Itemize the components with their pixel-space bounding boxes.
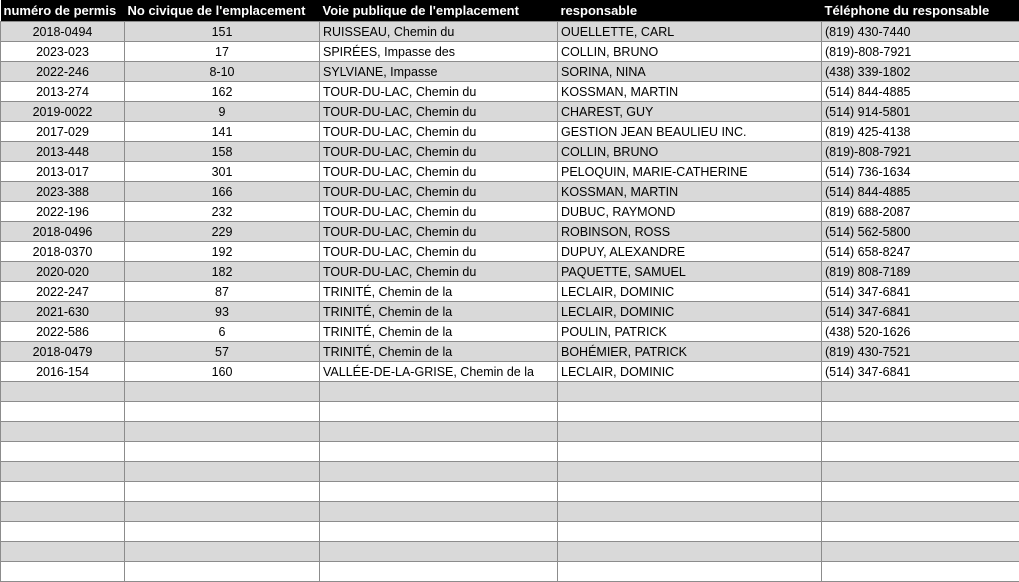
cell-permis[interactable]: 2018-0494 <box>1 22 125 42</box>
cell-civique[interactable]: 192 <box>125 242 320 262</box>
cell-permis[interactable] <box>1 482 125 502</box>
cell-permis[interactable]: 2013-274 <box>1 82 125 102</box>
cell-voie[interactable] <box>320 382 558 402</box>
cell-responsable[interactable] <box>558 562 822 582</box>
cell-voie[interactable] <box>320 542 558 562</box>
cell-civique[interactable]: 17 <box>125 42 320 62</box>
cell-telephone[interactable]: (514) 562-5800 <box>822 222 1019 242</box>
cell-civique[interactable]: 8-10 <box>125 62 320 82</box>
cell-telephone[interactable] <box>822 422 1019 442</box>
cell-permis[interactable]: 2023-388 <box>1 182 125 202</box>
cell-responsable[interactable] <box>558 482 822 502</box>
cell-permis[interactable]: 2020-020 <box>1 262 125 282</box>
cell-civique[interactable] <box>125 482 320 502</box>
cell-responsable[interactable]: BOHÉMIER, PATRICK <box>558 342 822 362</box>
cell-permis[interactable]: 2021-630 <box>1 302 125 322</box>
cell-permis[interactable]: 2023-023 <box>1 42 125 62</box>
cell-permis[interactable] <box>1 542 125 562</box>
table-body <box>1 22 1019 582</box>
cell-civique[interactable]: 166 <box>125 182 320 202</box>
cell-voie[interactable]: VALLÉE-DE-LA-GRISE, Chemin de la <box>320 362 558 382</box>
cell-civique[interactable]: 6 <box>125 322 320 342</box>
cell-civique[interactable]: 9 <box>125 102 320 122</box>
cell-responsable[interactable]: GESTION JEAN BEAULIEU INC. <box>558 122 822 142</box>
cell-permis[interactable] <box>1 422 125 442</box>
cell-civique[interactable] <box>125 522 320 542</box>
cell-telephone[interactable]: (438) 520-1626 <box>822 322 1019 342</box>
table-row <box>1 162 1019 182</box>
table-row <box>1 62 1019 82</box>
table-row <box>1 282 1019 302</box>
cell-permis[interactable] <box>1 502 125 522</box>
cell-permis[interactable]: 2018-0370 <box>1 242 125 262</box>
table-row <box>1 442 1019 462</box>
cell-telephone[interactable] <box>822 442 1019 462</box>
cell-permis[interactable]: 2018-0479 <box>1 342 125 362</box>
cell-responsable[interactable]: LECLAIR, DOMINIC <box>558 362 822 382</box>
cell-responsable[interactable] <box>558 522 822 542</box>
cell-telephone[interactable]: (819) 688-2087 <box>822 202 1019 222</box>
table-row <box>1 222 1019 242</box>
cell-voie[interactable] <box>320 562 558 582</box>
cell-responsable[interactable] <box>558 542 822 562</box>
cell-civique[interactable]: 93 <box>125 302 320 322</box>
cell-voie[interactable] <box>320 422 558 442</box>
cell-civique[interactable]: 151 <box>125 22 320 42</box>
cell-civique[interactable]: 87 <box>125 282 320 302</box>
cell-voie[interactable]: TOUR-DU-LAC, Chemin du <box>320 222 558 242</box>
header-voie[interactable]: Voie publique de l'emplacement <box>320 0 558 22</box>
cell-voie[interactable]: TRINITÉ, Chemin de la <box>320 342 558 362</box>
table-row <box>1 342 1019 362</box>
cell-telephone[interactable]: (819) 430-7521 <box>822 342 1019 362</box>
cell-permis[interactable]: 2022-246 <box>1 62 125 82</box>
cell-civique[interactable]: 162 <box>125 82 320 102</box>
table-row <box>1 242 1019 262</box>
cell-voie[interactable]: TOUR-DU-LAC, Chemin du <box>320 242 558 262</box>
cell-voie[interactable]: SYLVIANE, Impasse <box>320 62 558 82</box>
cell-civique[interactable]: 229 <box>125 222 320 242</box>
table-row <box>1 362 1019 382</box>
table-row <box>1 42 1019 62</box>
cell-permis[interactable]: 2022-196 <box>1 202 125 222</box>
cell-voie[interactable] <box>320 482 558 502</box>
cell-voie[interactable] <box>320 462 558 482</box>
cell-responsable[interactable] <box>558 442 822 462</box>
cell-responsable[interactable]: OUELLETTE, CARL <box>558 22 822 42</box>
cell-telephone[interactable]: (514) 736-1634 <box>822 162 1019 182</box>
cell-responsable[interactable] <box>558 382 822 402</box>
cell-telephone[interactable] <box>822 462 1019 482</box>
cell-civique[interactable]: 158 <box>125 142 320 162</box>
cell-voie[interactable]: TOUR-DU-LAC, Chemin du <box>320 82 558 102</box>
cell-permis[interactable]: 2022-247 <box>1 282 125 302</box>
table-row <box>1 322 1019 342</box>
table-row <box>1 182 1019 202</box>
header-responsable[interactable]: responsable <box>558 0 822 22</box>
cell-telephone[interactable]: (819)-808-7921 <box>822 142 1019 162</box>
cell-permis[interactable] <box>1 462 125 482</box>
table-row <box>1 82 1019 102</box>
table-row <box>1 142 1019 162</box>
table-header <box>1 0 1019 22</box>
table-row <box>1 122 1019 142</box>
table-row <box>1 262 1019 282</box>
cell-responsable[interactable] <box>558 462 822 482</box>
cell-voie[interactable]: TRINITÉ, Chemin de la <box>320 302 558 322</box>
cell-telephone[interactable] <box>822 562 1019 582</box>
cell-responsable[interactable]: SORINA, NINA <box>558 62 822 82</box>
cell-civique[interactable] <box>125 462 320 482</box>
table-row <box>1 542 1019 562</box>
cell-responsable[interactable]: LECLAIR, DOMINIC <box>558 302 822 322</box>
header-row <box>1 0 1019 22</box>
cell-telephone[interactable]: (514) 347-6841 <box>822 362 1019 382</box>
cell-telephone[interactable]: (819)-808-7921 <box>822 42 1019 62</box>
table-row <box>1 202 1019 222</box>
cell-telephone[interactable] <box>822 522 1019 542</box>
cell-telephone[interactable] <box>822 382 1019 402</box>
cell-telephone[interactable]: (514) 844-4885 <box>822 182 1019 202</box>
cell-voie[interactable]: TRINITÉ, Chemin de la <box>320 282 558 302</box>
cell-responsable[interactable]: KOSSMAN, MARTIN <box>558 82 822 102</box>
cell-civique[interactable]: 57 <box>125 342 320 362</box>
cell-responsable[interactable]: DUBUC, RAYMOND <box>558 202 822 222</box>
cell-permis[interactable]: 2013-017 <box>1 162 125 182</box>
cell-voie[interactable]: TOUR-DU-LAC, Chemin du <box>320 142 558 162</box>
cell-telephone[interactable] <box>822 542 1019 562</box>
cell-civique[interactable]: 141 <box>125 122 320 142</box>
cell-telephone[interactable]: (514) 347-6841 <box>822 282 1019 302</box>
cell-civique[interactable]: 182 <box>125 262 320 282</box>
cell-voie[interactable]: TOUR-DU-LAC, Chemin du <box>320 162 558 182</box>
cell-permis[interactable] <box>1 382 125 402</box>
cell-civique[interactable] <box>125 442 320 462</box>
cell-telephone[interactable] <box>822 502 1019 522</box>
table-row <box>1 422 1019 442</box>
cell-civique[interactable] <box>125 382 320 402</box>
header-permis[interactable]: numéro de permis <box>1 0 125 22</box>
table-row <box>1 562 1019 582</box>
cell-telephone[interactable]: (514) 844-4885 <box>822 82 1019 102</box>
cell-permis[interactable]: 2016-154 <box>1 362 125 382</box>
cell-responsable[interactable] <box>558 402 822 422</box>
cell-civique[interactable] <box>125 502 320 522</box>
cell-responsable[interactable]: KOSSMAN, MARTIN <box>558 182 822 202</box>
cell-responsable[interactable]: ROBINSON, ROSS <box>558 222 822 242</box>
table-row <box>1 302 1019 322</box>
cell-permis[interactable]: 2019-0022 <box>1 102 125 122</box>
cell-voie[interactable]: TRINITÉ, Chemin de la <box>320 322 558 342</box>
table-row <box>1 522 1019 542</box>
cell-civique[interactable] <box>125 402 320 422</box>
cell-responsable[interactable]: COLLIN, BRUNO <box>558 142 822 162</box>
cell-voie[interactable] <box>320 442 558 462</box>
cell-voie[interactable] <box>320 402 558 422</box>
cell-responsable[interactable]: LECLAIR, DOMINIC <box>558 282 822 302</box>
cell-telephone[interactable]: (819) 430-7440 <box>822 22 1019 42</box>
cell-voie[interactable]: TOUR-DU-LAC, Chemin du <box>320 102 558 122</box>
table-row <box>1 22 1019 42</box>
cell-responsable[interactable] <box>558 502 822 522</box>
cell-voie[interactable]: TOUR-DU-LAC, Chemin du <box>320 202 558 222</box>
cell-civique[interactable]: 301 <box>125 162 320 182</box>
cell-permis[interactable] <box>1 562 125 582</box>
cell-telephone[interactable]: (514) 347-6841 <box>822 302 1019 322</box>
table-row <box>1 502 1019 522</box>
cell-civique[interactable] <box>125 562 320 582</box>
cell-voie[interactable]: RUISSEAU, Chemin du <box>320 22 558 42</box>
cell-telephone[interactable]: (819) 808-7189 <box>822 262 1019 282</box>
cell-permis[interactable]: 2022-586 <box>1 322 125 342</box>
cell-responsable[interactable] <box>558 422 822 442</box>
cell-permis[interactable]: 2018-0496 <box>1 222 125 242</box>
cell-responsable[interactable]: DUPUY, ALEXANDRE <box>558 242 822 262</box>
table-row <box>1 462 1019 482</box>
cell-telephone[interactable] <box>822 402 1019 422</box>
cell-permis[interactable] <box>1 402 125 422</box>
cell-civique[interactable]: 232 <box>125 202 320 222</box>
table-row <box>1 402 1019 422</box>
cell-telephone[interactable] <box>822 482 1019 502</box>
cell-voie[interactable]: TOUR-DU-LAC, Chemin du <box>320 122 558 142</box>
cell-voie[interactable] <box>320 522 558 542</box>
cell-voie[interactable]: TOUR-DU-LAC, Chemin du <box>320 182 558 202</box>
cell-voie[interactable]: TOUR-DU-LAC, Chemin du <box>320 262 558 282</box>
cell-voie[interactable] <box>320 502 558 522</box>
cell-responsable[interactable]: CHAREST, GUY <box>558 102 822 122</box>
table-row <box>1 482 1019 502</box>
header-civique[interactable]: No civique de l'emplacement <box>125 0 320 22</box>
cell-permis[interactable] <box>1 442 125 462</box>
cell-permis[interactable]: 2017-029 <box>1 122 125 142</box>
cell-voie[interactable]: SPIRÉES, Impasse des <box>320 42 558 62</box>
header-telephone[interactable]: Téléphone du responsable <box>822 0 1019 22</box>
cell-responsable[interactable]: POULIN, PATRICK <box>558 322 822 342</box>
table-row <box>1 102 1019 122</box>
cell-civique[interactable] <box>125 542 320 562</box>
cell-responsable[interactable]: PAQUETTE, SAMUEL <box>558 262 822 282</box>
cell-telephone[interactable]: (438) 339-1802 <box>822 62 1019 82</box>
cell-civique[interactable]: 160 <box>125 362 320 382</box>
cell-telephone[interactable]: (819) 425-4138 <box>822 122 1019 142</box>
cell-responsable[interactable]: COLLIN, BRUNO <box>558 42 822 62</box>
cell-responsable[interactable]: PELOQUIN, MARIE-CATHERINE <box>558 162 822 182</box>
cell-telephone[interactable]: (514) 914-5801 <box>822 102 1019 122</box>
table-row <box>1 382 1019 402</box>
cell-permis[interactable]: 2013-448 <box>1 142 125 162</box>
cell-civique[interactable] <box>125 422 320 442</box>
cell-telephone[interactable]: (514) 658-8247 <box>822 242 1019 262</box>
cell-permis[interactable] <box>1 522 125 542</box>
